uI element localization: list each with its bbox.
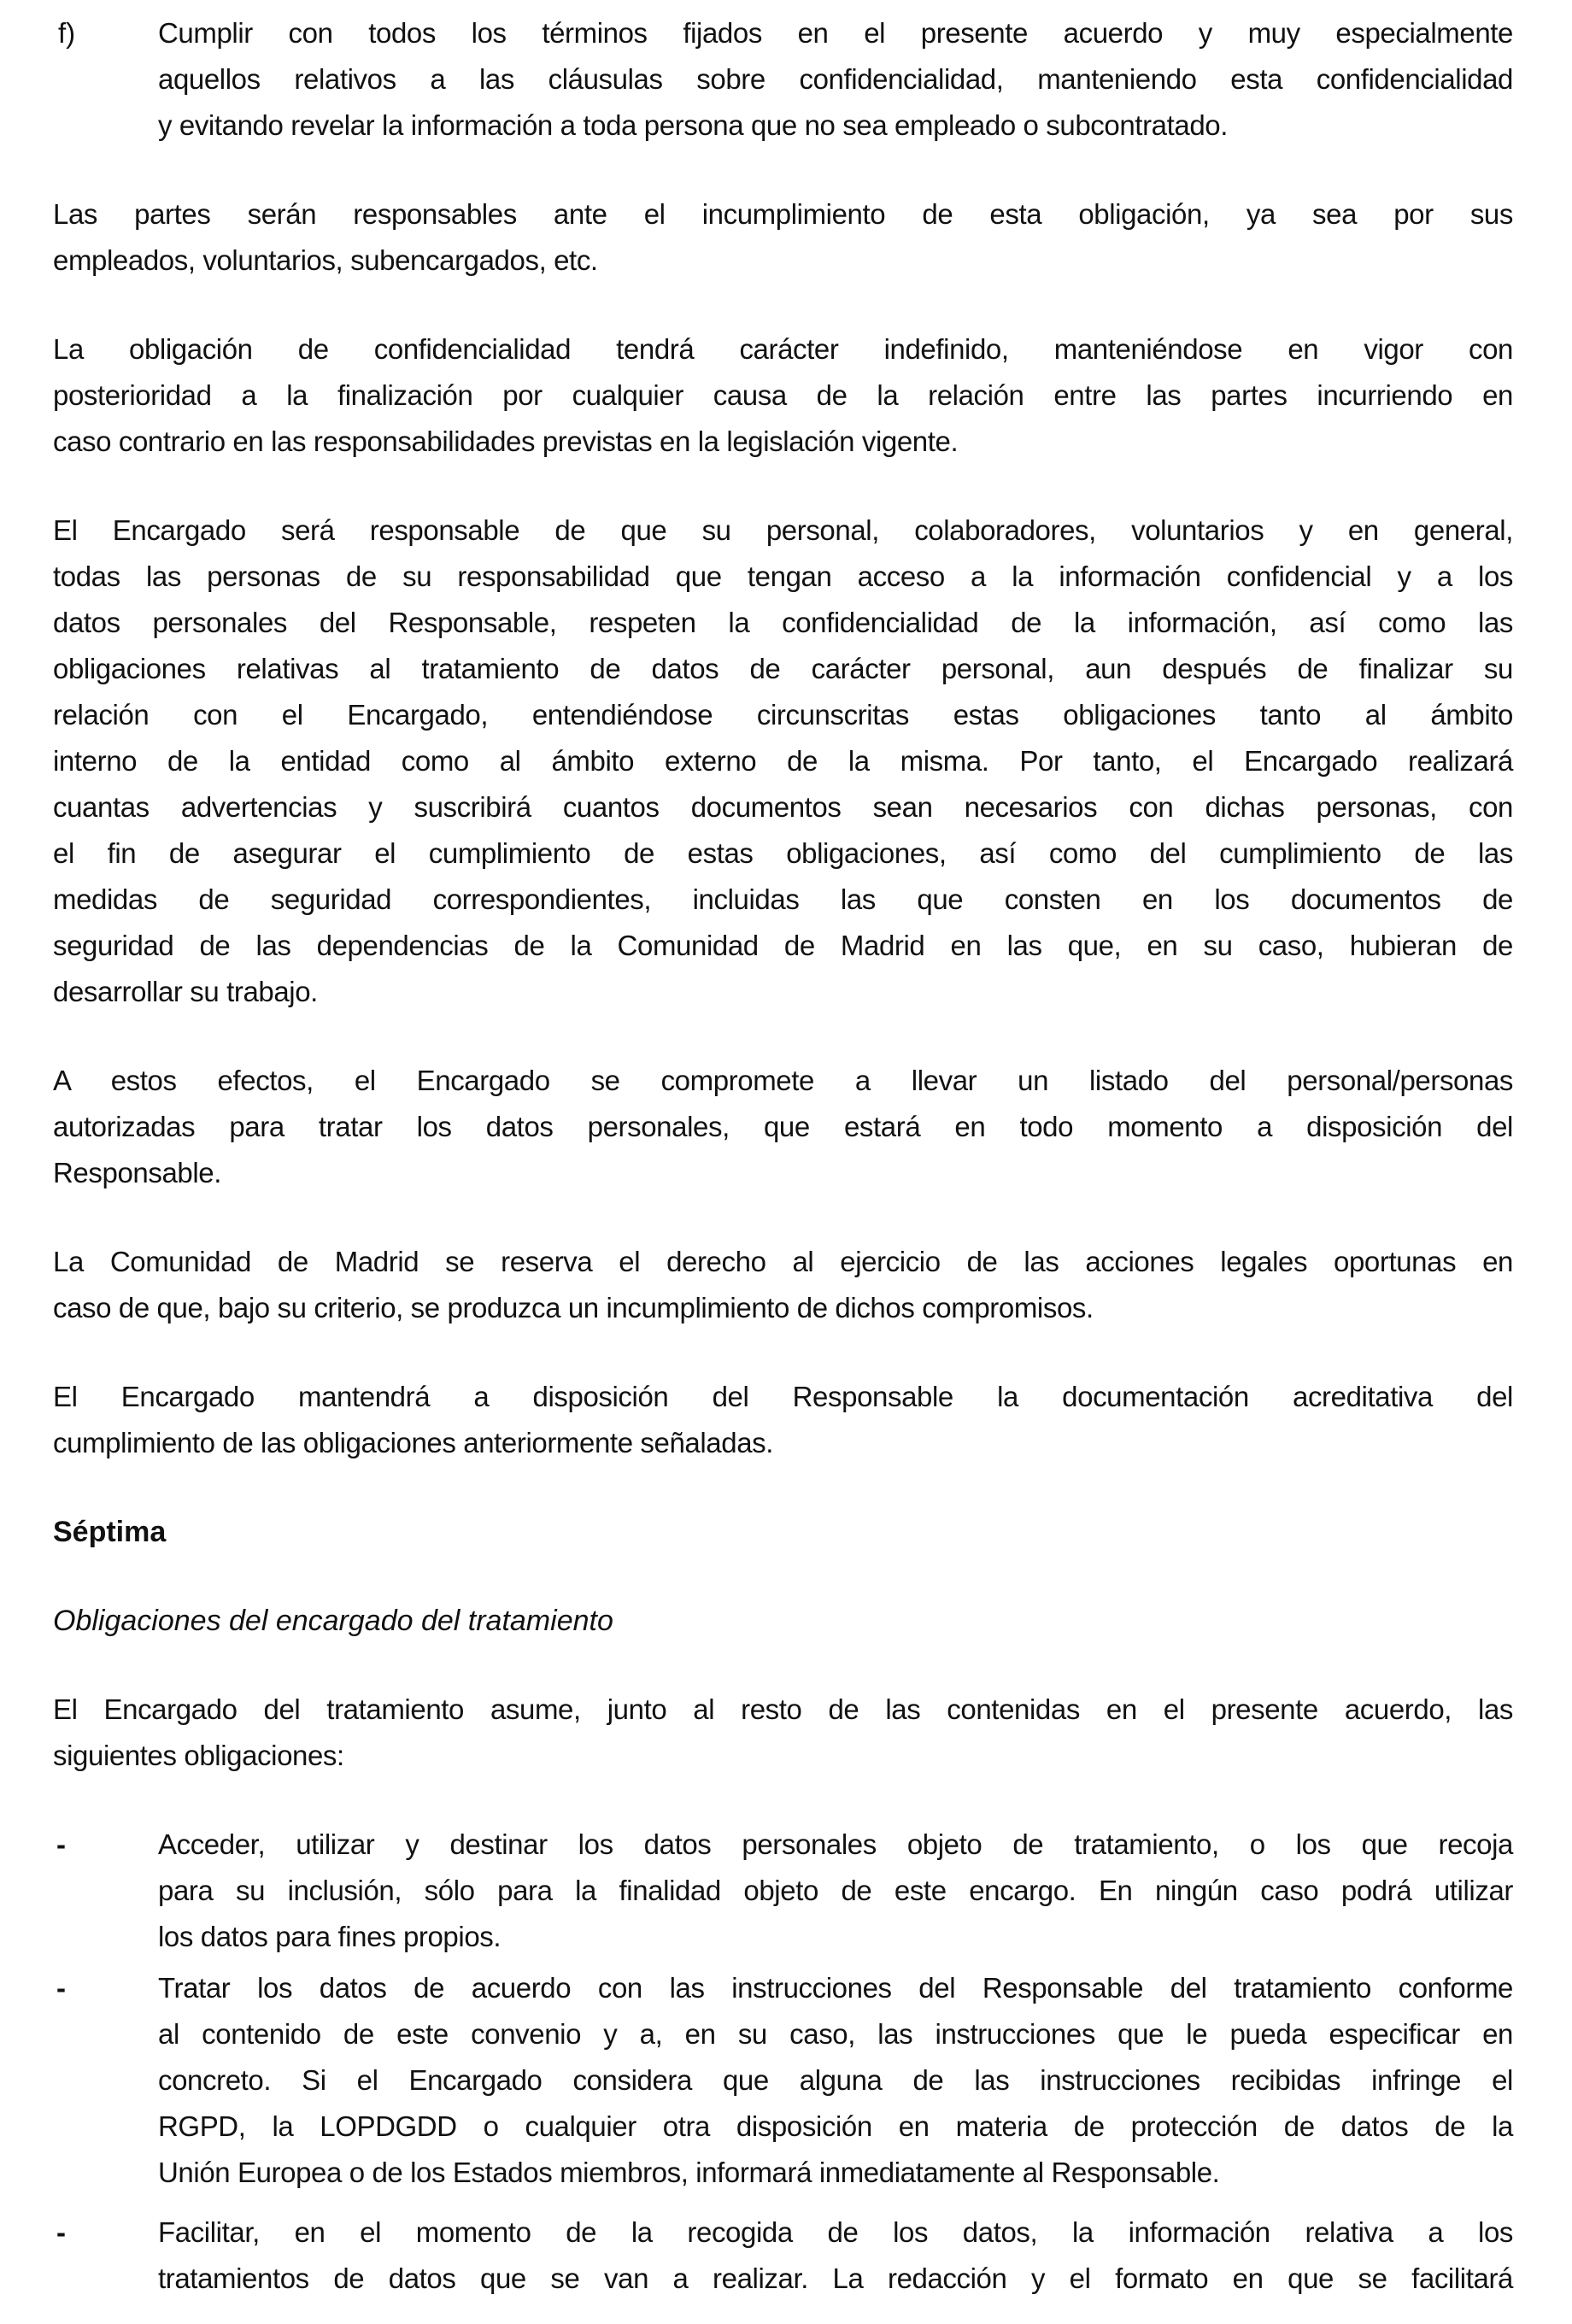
- document-page: [53, 10, 1513, 2302]
- text-line: cuantas advertencias y suscribirá cuantos documentos sean necesarios con dichas personas, con: [53, 791, 1513, 823]
- paragraph: [53, 1058, 1513, 1196]
- text-line: El Encargado será responsable de que su personal, colaboradores, voluntarios y en general,: [53, 514, 1513, 546]
- text-line: desarrollar su trabajo.: [53, 976, 318, 1007]
- paragraph: [53, 1374, 1513, 1466]
- text-line: empleados, voluntarios, subencargados, etc.: [53, 244, 598, 276]
- text-line: aquellos relativos a las cláusulas sobre confidencialidad, manteniendo esta confidencialidad: [158, 63, 1513, 95]
- text-line: El Encargado del tratamiento asume, junto al resto de las contenidas en el presente acuerdo, las: [53, 1693, 1513, 1725]
- text-line: La obligación de confidencialidad tendrá carácter indefinido, manteniéndose en vigor con: [53, 333, 1513, 365]
- text-line: obligaciones relativas al tratamiento de datos de carácter personal, aun después de finalizar su: [53, 653, 1513, 684]
- text-line: Las partes serán responsables ante el incumplimiento de esta obligación, ya sea por sus: [53, 198, 1513, 230]
- bullet-marker: -: [56, 2216, 66, 2248]
- text-line: El Encargado mantendrá a disposición del Responsable la documentación acreditativa del: [53, 1381, 1513, 1412]
- text-line: interno de la entidad como al ámbito externo de la misma. Por tanto, el Encargado realizará: [53, 745, 1513, 777]
- obligations-list: [53, 1822, 1513, 2302]
- text-line: tratamientos de datos que se van a realizar. La redacción y el formato en que se facilitará: [158, 2262, 1513, 2294]
- bullet-marker: -: [56, 1972, 66, 2004]
- text-line: todas las personas de su responsabilidad que tengan acceso a la información confidencial y a los: [53, 560, 1513, 592]
- text-line: siguientes obligaciones:: [53, 1740, 344, 1771]
- paragraph: [53, 191, 1513, 284]
- text-line: para su inclusión, sólo para la finalidad objeto de este encargo. En ningún caso podrá utilizar: [158, 1875, 1513, 1906]
- section-heading: Séptima: [53, 1516, 167, 1548]
- list-item: [53, 1822, 1513, 1960]
- list-marker: f): [58, 17, 76, 49]
- text-line: RGPD, la LOPDGDD o cualquier otra disposición en materia de protección de datos de la: [158, 2110, 1513, 2142]
- list-item-f: [53, 10, 1513, 149]
- item-f-text: [158, 10, 1513, 149]
- section-subheading: Obligaciones del encargado del tratamiento: [53, 1605, 613, 1637]
- text-line: cumplimiento de las obligaciones anteriormente señaladas.: [53, 1427, 774, 1458]
- text-line: A estos efectos, el Encargado se compromete a llevar un listado del personal/personas: [53, 1065, 1513, 1096]
- text-line: el fin de asegurar el cumplimiento de estas obligaciones, así como del cumplimiento de las: [53, 837, 1513, 869]
- bullet-marker: -: [56, 1828, 66, 1860]
- text-line: concreto. Si el Encargado considera que alguna de las instrucciones recibidas infringe el: [158, 2064, 1513, 2096]
- text-line: autorizadas para tratar los datos personales, que estará en todo momento a disposición del: [53, 1111, 1513, 1142]
- text-line: caso contrario en las responsabilidades previstas en la legislación vigente.: [53, 425, 959, 457]
- text-line: seguridad de las dependencias de la Comunidad de Madrid en las que, en su caso, hubieran de: [53, 930, 1513, 961]
- text-line: posterioridad a la finalización por cualquier causa de la relación entre las partes incurriendo en: [53, 379, 1513, 411]
- text-line: Unión Europea o de los Estados miembros, informará inmediatamente al Responsable.: [158, 2157, 1220, 2188]
- paragraph: [53, 508, 1513, 1015]
- paragraph: [53, 1239, 1513, 1331]
- text-line: y evitando revelar la información a toda persona que no sea empleado o subcontratado.: [158, 109, 1229, 141]
- text-line: Facilitar, en el momento de la recogida de los datos, la información relativa a los: [158, 2216, 1513, 2248]
- text-line: caso de que, bajo su criterio, se produzca un incumplimiento de dichos compromisos.: [53, 1292, 1094, 1323]
- text-line: Acceder, utilizar y destinar los datos personales objeto de tratamiento, o los que recoja: [158, 1828, 1513, 1860]
- text-line: datos personales del Responsable, respeten la confidencialidad de la información, así como las: [53, 607, 1513, 638]
- text-line: medidas de seguridad correspondientes, incluidas las que consten en los documentos de: [53, 883, 1513, 915]
- list-item: [53, 2210, 1513, 2302]
- list-item: [53, 1965, 1513, 2196]
- text-line: Tratar los datos de acuerdo con las instrucciones del Responsable del tratamiento conforme: [158, 1972, 1513, 2004]
- paragraph: [53, 326, 1513, 465]
- text-line: al contenido de este convenio y a, en su caso, las instrucciones que le pueda especificar en: [158, 2018, 1513, 2050]
- text-line: relación con el Encargado, entendiéndose circunscritas estas obligaciones tanto al ámbito: [53, 699, 1513, 731]
- text-line: La Comunidad de Madrid se reserva el derecho al ejercicio de las acciones legales oportunas en: [53, 1246, 1513, 1277]
- text-line: Cumplir con todos los términos fijados en el presente acuerdo y muy especialmente: [158, 17, 1513, 49]
- section-intro: [53, 1687, 1513, 1779]
- text-line: los datos para fines propios.: [158, 1921, 502, 1952]
- text-line: Responsable.: [53, 1157, 222, 1188]
